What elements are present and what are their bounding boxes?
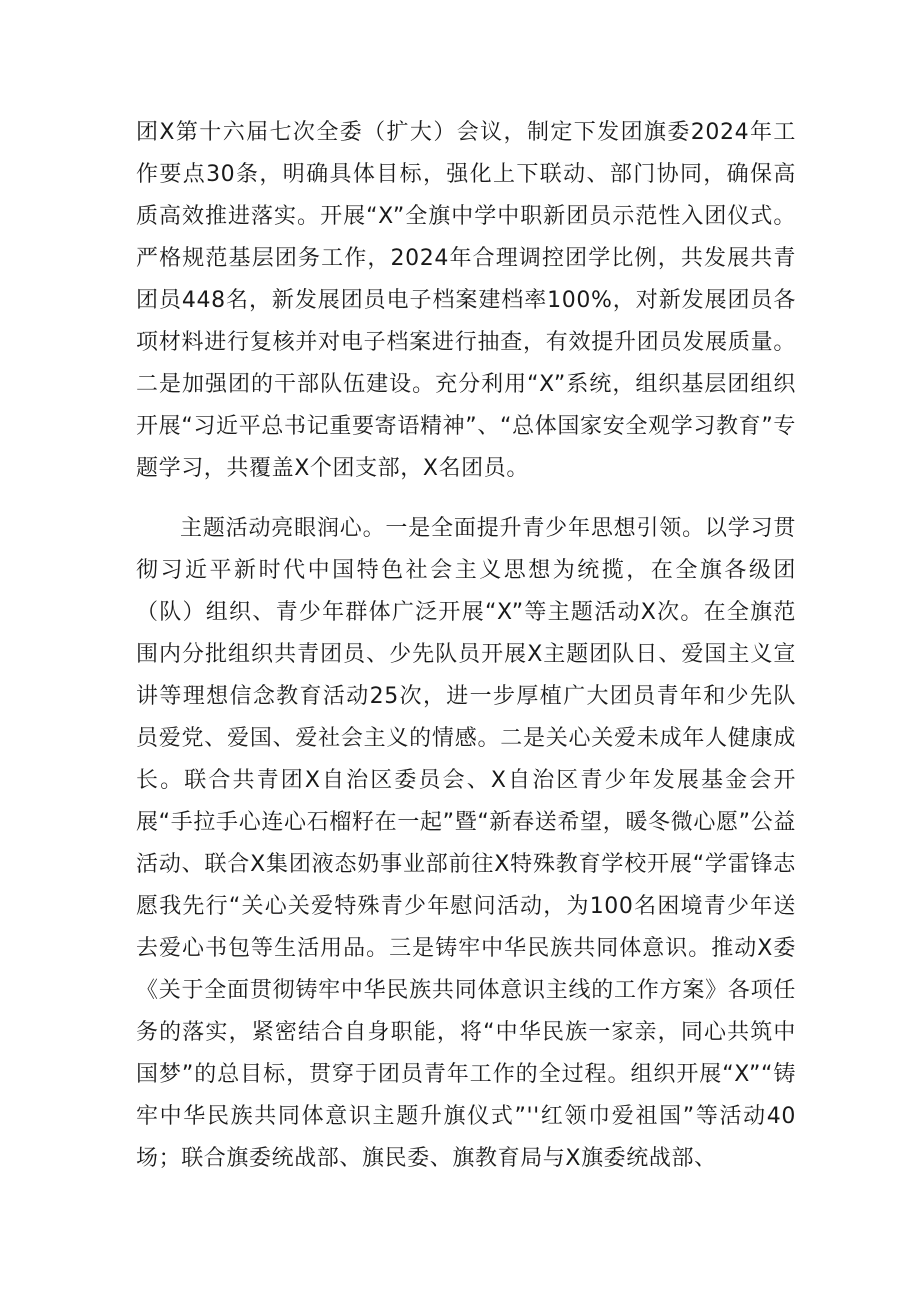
- document-body: [136, 112, 796, 1180]
- paragraph-2: 主题活动亮眼润心。一是全面提升青少年思想引领。以学习贯彻习近平新时代中国特色社会主义思想为统揽，在全旗各级团（队）组织、青少年群体广泛开展“X”等主题活动X次。在全旗范围内分批组织共青团员、少先队员开展X主题团队日、爱国主义宣讲等理想信念教育活动25次，进一步厚植广大团员青年和少先队员爱党、爱国、爱社会主义的情感。二是关心关爱未成年人健康成长。联合共青团X自治区委员会、X自治区青少年发展基金会开展“手拉手心连心石榴籽在一起”暨“新春送希望，暖冬微心愿”公益活动、联合X集团液态奶事业部前往X特殊教育学校开展“学雷锋志愿我先行“关心关爱特殊青少年慰问活动，为100名困境青少年送去爱心书包等生活用品。三是铸牢中华民族共同体意识。推动X委《关于全面贯彻铸牢中华民族共同体意识主线的工作方案》各项任务的落实，紧密结合自身职能，将“中华民族一家亲，同心共筑中国梦”的总目标，贯穿于团员青年工作的全过程。组织开展“X”“铸牢中华民族共同体意识主题升旗仪式”''红领巾爱祖国”等活动40场；联合旗委统战部、旗民委、旗教育局与X旗委统战部、: [136, 516, 796, 1171]
- paragraph-1: 团X第十六届七次全委（扩大）会议，制定下发团旗委2024年工作要点30条，明确具体目标，强化上下联动、部门协同，确保高质高效推进落实。开展“X”全旗中学中职新团员示范性入团仪式。严格规范基层团务工作，2024年合理调控团学比例，共发展共青团员448名，新发展团员电子档案建档率100%，对新发展团员各项材料进行复核并对电子档案进行抽查，有效提升团员发展质量。二是加强团的干部队伍建设。充分利用“X”系统，组织基层团组织开展“习近平总书记重要寄语精神”、“总体国家安全观学习教育”专题学习，共覆盖X个团支部，X名团员。: [136, 120, 796, 481]
